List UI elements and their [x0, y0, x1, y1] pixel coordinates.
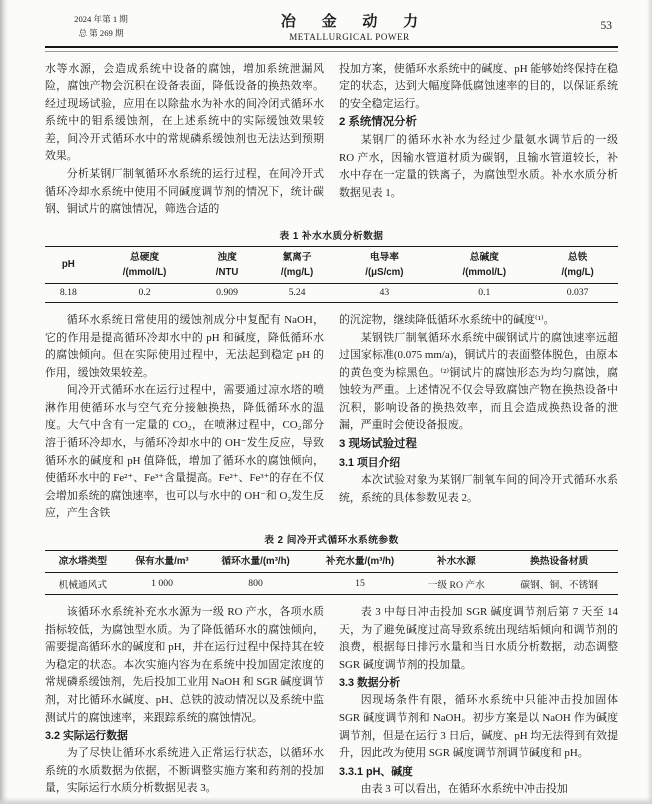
table-cell: 碳钢、铜、不锈钢 — [520, 579, 598, 591]
paragraph: 某钢铁厂制氧循环水系统中碳钢试片的腐蚀速率远超过国家标准(0.075 mm/a)，铜试片的表面整体脱色，由原本的黄色变为棕黑色。⁽²⁾铜试片的腐蚀形态为均匀腐蚀，腐蚀较为严重。上述情况不仅会导致腐蚀产物在换热设备中沉积，影响设备的换热效率，而且会造成换热设备的泄漏，严重时会使设备报废。 — [339, 331, 618, 432]
table-cell: 一级 RO 产水 — [427, 579, 485, 591]
table-cell: 0.037 — [566, 287, 589, 299]
table-1-section — [45, 228, 618, 303]
text-column-right — [339, 312, 618, 523]
subsection-heading: 3.2 实际运行数据 — [45, 730, 128, 743]
text-column-left — [45, 604, 324, 798]
table-cell: 1 000 — [151, 578, 173, 590]
text-block-1 — [45, 61, 618, 219]
table-cell: 15 — [355, 578, 365, 590]
table-header-cell: 氯离子 /(mg/L) — [280, 251, 314, 278]
text-block-2 — [45, 312, 618, 523]
table-cell: 0.1 — [478, 287, 491, 299]
table-cell: 5.24 — [288, 287, 306, 299]
table-header-cell: 循环水量/(m³/h) — [221, 556, 290, 568]
paragraph: 投加方案，使循环水系统中的碱度、pH 能够始终保持在稳定的状态，达到大幅度降低腐蚀速率的目的，以保证系统的安全稳定运行。 — [339, 62, 618, 110]
journal-title-cn: 冶 金 动 力 — [280, 14, 430, 30]
page-number: 53 — [600, 20, 612, 32]
section-heading: 3 现场试验过程 — [339, 438, 417, 451]
scan-edge-left — [0, 0, 8, 804]
paragraph: 的沉淀物，继续降低循环水系统中的碱度⁽¹⁾。 — [339, 313, 555, 326]
table-cell: 800 — [248, 578, 263, 590]
table-header-cell: 总碱度 /(mmol/L) — [462, 251, 507, 278]
paragraph: 循环水系统日常使用的缓蚀剂成分中复配有 NaOH，它的作用是提高循环冷却水中的 pH 和碱度，降低循环水的腐蚀倾向。但在实际使用过程中，无法起到稳定 pH 的作用，缓蚀效果较差。 — [45, 313, 324, 379]
table-header-cell: 换热设备材质 — [530, 556, 589, 568]
paragraph: 表 3 中每日冲击投加 SGR 碱度调节剂后第 7 天至 14 天，为了避免碱度过高导致系统出现结垢倾向和调节剂的浪费，根据每日排污水量和当日水质分析数据，动态调整 SGR 碱度调节剂的投加量。 — [339, 606, 618, 671]
table-1 — [45, 246, 618, 303]
text-column-left — [45, 61, 324, 219]
table-cell: 0.909 — [216, 287, 238, 299]
table-header-cell: 总硬度 /(mmol/L) — [122, 251, 167, 278]
issue-line-1: 2024 年第 1 期 — [74, 13, 128, 24]
paragraph: 水等水源，会造成系统中设备的腐蚀，增加系统泄漏风险，腐蚀产物会沉积在设备表面，降低设备的换热效率。经过现场试验，应用在以除盐水为补水的间冷闭式循环水系统中的钼系缓蚀剂，在上述系统中的实际缓蚀效果较差，间冷开式循环水中的常规磷系缓蚀剂也无法达到预期效果。 — [45, 62, 324, 163]
table-cell: 0.2 — [138, 287, 151, 299]
table-1-caption: 表 1 补水水质分析数据 — [279, 230, 384, 242]
header-rule — [45, 46, 618, 52]
paragraph: 分析某钢厂制氧循环水系统的运行过程，在间冷开式循环冷却水系统中使用不同碱度调节剂的情况下，统计碳钢、铜试片的腐蚀情况，筛选合适的 — [45, 168, 324, 216]
table-2 — [45, 550, 618, 595]
table-row — [45, 283, 618, 302]
journal-title-en: METALLURGICAL POWER — [289, 32, 410, 42]
text-column-left — [45, 312, 324, 523]
page-header — [45, 10, 618, 42]
paragraph: 间冷开式循环水在运行过程中，需要通过凉水塔的喷淋作用使循环水与空气充分接触换热，降低循环水的温度。大气中含有一定量的 CO₂，在喷淋过程中，CO₂部分溶于循环冷却水，与循环冷却水中的 OH⁻发生反应，导致循环水的碱度和 pH 值降低，增加了循环水的腐蚀倾向，使循环水中的 Fe²⁺、Fe³⁺含量提高。Fe²⁺、Fe³⁺的存在不仅会增加系统的腐蚀速率，也可以与水中的 OH⁻和 O₂发生反应，产生含铁 — [45, 384, 324, 520]
text-column-right — [339, 61, 618, 219]
table-2-caption: 表 2 间冷开式循环水系统参数 — [264, 535, 399, 547]
table-2-section — [45, 532, 618, 595]
subsection-heading: 3.3.1 pH、碱度 — [339, 765, 413, 778]
table-header-cell: 电导率 /(μS/cm) — [365, 251, 404, 278]
paragraph: 该循环水系统补充水水源为一级 RO 产水，各项水质指标较低，为腐蚀型水质。为了降低循环水的腐蚀倾向，需要提高循环水的碱度和 pH，并在运行过程中保持其在较为稳定的状态。本次实施内容为在系统中投加固定浓度的常规磷系缓蚀剂，先后投加工业用 NaOH 和 SGR 碱度调节剂，对比循环水碱度、pH、总铁的波动情况以及系统中监测试片的腐蚀速率，来跟踪系统的腐蚀情况。 — [45, 606, 324, 724]
table-cell: 43 — [379, 287, 390, 299]
scan-edge-right — [647, 0, 652, 804]
table-header-cell: 凉水塔类型 — [58, 556, 108, 568]
table-cell: 机械通风式 — [58, 579, 108, 591]
table-row — [45, 573, 618, 595]
issue-line-2: 总 第 269 期 — [78, 28, 124, 38]
paragraph: 某钢厂的循环水补水为经过少量氨水调节后的一级 RO 产水，因输水管道材质为碳钢，且输水管道较长，补水中存在一定量的铁离子，为腐蚀型水质。补水水质分析数据见表 1。 — [339, 134, 618, 200]
subsection-heading: 3.1 项目介绍 — [339, 457, 401, 470]
table-header-cell: 浊度 /NTU — [215, 251, 239, 278]
table-cell: 8.18 — [59, 287, 77, 299]
text-column-right — [339, 604, 618, 798]
table-header-cell: 总铁 /(mg/L) — [561, 251, 594, 278]
paragraph: 本次试验对象为某钢厂制氧车间的间冷开式循环水系统，系统的具体参数见表 2。 — [339, 474, 618, 504]
paragraph: 因现场条件有限，循环水系统中只能冲击投加固体 SGR 碱度调节剂和 NaOH。初步方案是以 NaOH 作为碱度调节剂，但是在运行 3 日后，碱度、pH 均无法得到有效提升，因此改为使用 SGR 碱度调节剂调节碱度和 pH。 — [339, 694, 618, 760]
issue-info — [45, 12, 157, 40]
paragraph: 由表 3 可以看出，在循环水系统中冲击投加 — [360, 782, 568, 795]
table-header-cell: pH — [61, 259, 75, 271]
table-header-cell: 补水水源 — [436, 556, 476, 568]
scan-edge-bottom — [0, 797, 652, 804]
journal-title — [157, 10, 542, 42]
table-header-cell: 补充水量/(m³/h) — [325, 556, 395, 568]
section-heading: 2 系统情况分析 — [339, 116, 417, 129]
table-header-cell: 保有水量/m³ — [135, 556, 189, 568]
text-block-3 — [45, 604, 618, 798]
subsection-heading: 3.3 数据分析 — [339, 677, 401, 690]
paragraph: 为了尽快让循环水系统进入正常运行状态，以循环水系统的水质数据为依据，不断调整实施方案和药剂的投加量，实际运行水质分析数据见表 3。 — [45, 747, 324, 795]
